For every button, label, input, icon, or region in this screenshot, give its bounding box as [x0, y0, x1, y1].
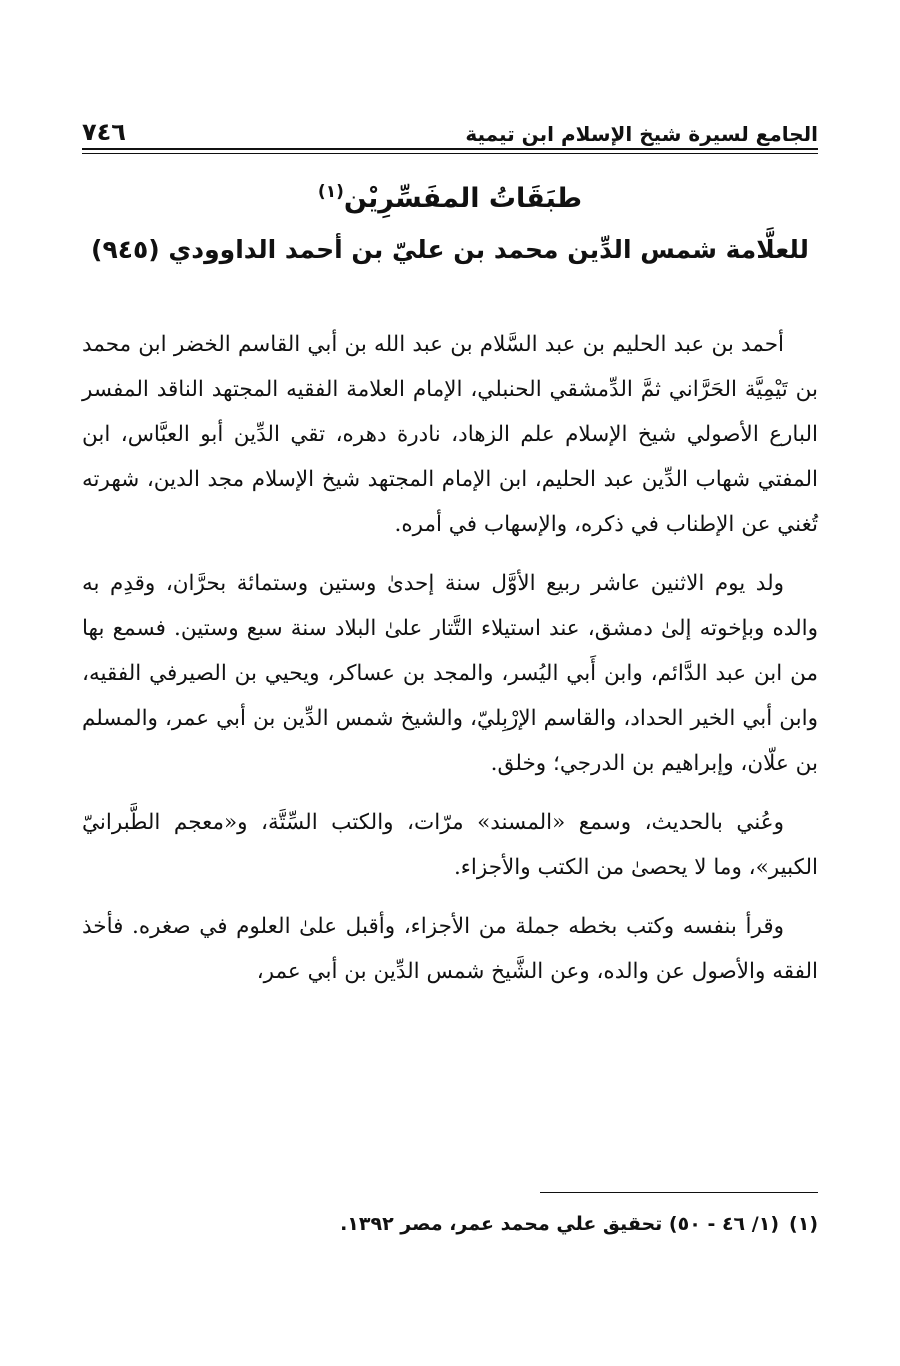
running-title: الجامع لسيرة شيخ الإسلام ابن تيمية: [465, 122, 818, 146]
footnote-marker: (١): [789, 1213, 818, 1235]
paragraph-1: أحمد بن عبد الحليم بن عبد السَّلام بن عبد الله بن أبي القاسم الخضر ابن محمد بن تَيْمِيَّة الحَرَّاني ثمَّ الدِّمشقي الحنبلي، الإمام العلامة الفقيه المجتهد الناقد المفسر البارع الأصولي شيخ الإسلام علم الزهاد، نادرة دهره، تقي الدِّين أبو العبَّاس، ابن المفتي شهاب الدِّين عبد الحليم، ابن الإمام المجتهد شيخ الإسلام مجد الدين، شهرته تُغني عن الإطناب في ذكره، والإسهاب في أمره.: [82, 332, 818, 537]
footnote-divider: [540, 1192, 818, 1193]
source-attribution: للعلَّامة شمس الدِّين محمد بن عليّ بن أحمد الداوودي (٩٤٥): [91, 235, 809, 264]
page-number: ٧٤٦: [82, 118, 126, 146]
body-text: [82, 322, 818, 1008]
footnote: [82, 1208, 818, 1240]
chapter-title: [82, 172, 818, 219]
paragraph-3: وعُني بالحديث، وسمع «المسند» مرّات، والكتب السِّتَّة، و«معجم الطَّبرانيّ الكبير»، وما لا يحصىٰ من الكتب والأجزاء.: [82, 810, 818, 880]
header-divider: [82, 148, 818, 154]
running-header: [82, 112, 818, 144]
paragraph-2: ولد يوم الاثنين عاشر ربيع الأوَّل سنة إحدىٰ وستين وستمائة بحرَّان، وقدِم به والده وبإخوته إلىٰ دمشق، عند استيلاء التَّتار علىٰ البلاد سنة سبع وستين. فسمع بها من ابن عبد الدَّائم، وابن أَبي اليُسر، والمجد بن عساكر، ويحيي بن الصيرفي الفقيه، وابن أبي الخير الحداد، والقاسم الإرْبِليّ، والشيخ شمس الدِّين بن أبي عمر، والمسلم بن علّان، وإبراهيم بن الدرجي؛ وخلق.: [82, 571, 818, 776]
paragraph-4: وقرأ بنفسه وكتب بخطه جملة من الأجزاء، وأقبل علىٰ العلوم في صغره. فأخذ الفقه والأصول عن والده، وعن الشَّيخ شمس الدِّين بن أبي عمر،: [82, 914, 818, 984]
footnote-text: (١/ ٤٦ - ٥٠) تحقيق علي محمد عمر، مصر ١٣٩٢.: [340, 1213, 780, 1235]
chapter-footnote-ref[interactable]: (١): [317, 182, 344, 202]
chapter-title-text: طبَقَاتُ المفَسِّرِيْن: [343, 183, 583, 214]
